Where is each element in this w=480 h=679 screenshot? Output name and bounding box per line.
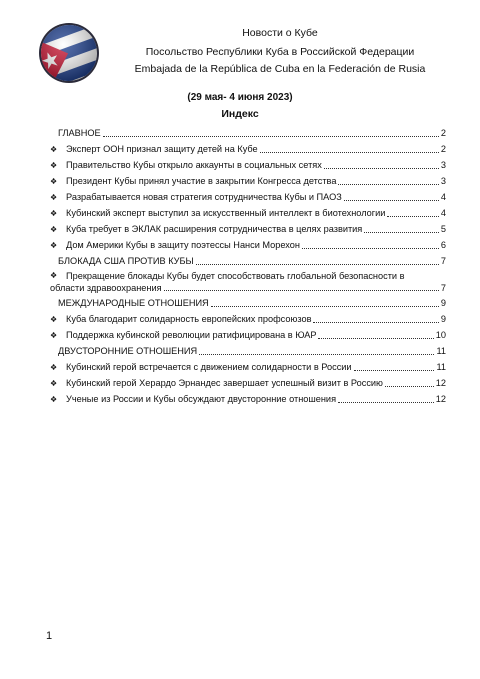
diamond-bullet-icon: ❖ (50, 271, 58, 280)
toc-section-label: ДВУСТОРОННИЕ ОТНОШЕНИЯ (58, 346, 198, 356)
toc-dot-leader (211, 306, 439, 307)
toc-entry-line (50, 282, 446, 294)
toc-page-number: 3 (440, 160, 446, 170)
header-embassy-es: Embajada de la República de Cuba en la Federación de Rusia (134, 63, 426, 75)
toc-page-number: 7 (440, 256, 446, 266)
toc-page-number: 4 (440, 192, 446, 202)
toc-dot-leader (260, 152, 439, 153)
toc-dot-leader (199, 354, 434, 355)
toc-dot-leader (164, 290, 439, 291)
toc-entry-label: Поддержка кубинской революции ратифицирована в ЮАР (66, 330, 317, 340)
toc-section-label: ГЛАВНОЕ (58, 128, 101, 138)
toc-entry[interactable] (50, 374, 446, 390)
toc-entry[interactable] (50, 140, 446, 156)
toc-entry[interactable] (50, 358, 446, 374)
toc-dot-leader (302, 248, 439, 249)
toc-entry-label: Разрабатывается новая стратегия сотрудничества Кубы и ПАОЗ (66, 192, 342, 202)
toc-entry-label: Ученые из России и Кубы обсуждают двусторонние отношения (66, 394, 337, 404)
toc-entry-label: Кубинский герой Херардо Эрнандес завершает успешный визит в Россию (66, 378, 383, 388)
diamond-bullet-icon: ❖ (50, 315, 58, 324)
toc-entry-label: Куба требует в ЭКЛАК расширения сотрудничества в целях развития (66, 224, 363, 234)
toc-entry[interactable] (50, 220, 446, 236)
toc-entry[interactable] (50, 390, 446, 406)
toc-entry-label-continued: области здравоохранения (50, 283, 162, 293)
toc-section[interactable] (50, 124, 446, 140)
toc-page-number: 12 (435, 394, 446, 404)
toc-section[interactable] (50, 294, 446, 310)
toc-entry[interactable] (50, 236, 446, 252)
index-heading: Индекс (221, 108, 259, 120)
toc-dot-leader (364, 232, 439, 233)
toc-section[interactable] (50, 342, 446, 358)
toc-entry[interactable] (50, 188, 446, 204)
toc-section-label: БЛОКАДА США ПРОТИВ КУБЫ (58, 256, 194, 266)
toc-page-number: 2 (440, 144, 446, 154)
toc-page-number: 4 (440, 208, 446, 218)
toc-dot-leader (103, 136, 439, 137)
toc-page-number: 12 (435, 378, 446, 388)
cuban-flag-logo (38, 22, 100, 84)
diamond-bullet-icon: ❖ (50, 225, 58, 234)
toc-dot-leader (318, 338, 433, 339)
toc-section-label: МЕЖДУНАРОДНЫЕ ОТНОШЕНИЯ (58, 298, 209, 308)
toc-page-number: 11 (436, 346, 446, 356)
toc-entry-label: Президент Кубы принял участие в закрытии Конгресса детства (66, 176, 337, 186)
toc-section[interactable] (50, 252, 446, 268)
toc-dot-leader (354, 370, 435, 371)
toc-entry-label: Кубинский эксперт выступил за искусственный интеллект в биотехнологии (66, 208, 386, 218)
toc-entry-label: Дом Америки Кубы в защиту поэтессы Нанси Морехон (66, 240, 300, 250)
toc-dot-leader (344, 200, 439, 201)
date-range: (29 мая- 4 июня 2023) (187, 92, 293, 103)
toc-dot-leader (324, 168, 439, 169)
toc-dot-leader (338, 184, 438, 185)
toc-dot-leader (196, 264, 439, 265)
page-number: 1 (46, 630, 53, 642)
toc-page-number: 5 (440, 224, 446, 234)
diamond-bullet-icon: ❖ (50, 363, 58, 372)
diamond-bullet-icon: ❖ (50, 145, 58, 154)
header-title: Новости о Кубе (242, 27, 318, 39)
diamond-bullet-icon: ❖ (50, 379, 58, 388)
toc-entry[interactable] (50, 326, 446, 342)
toc-page-number: 6 (440, 240, 446, 250)
toc-entry[interactable] (50, 204, 446, 220)
toc-entry-label: Эксперт ООН признал защиту детей на Кубе (66, 144, 258, 154)
toc-entry[interactable] (50, 172, 446, 188)
toc-entry-line (50, 270, 446, 282)
toc-entry[interactable] (50, 156, 446, 172)
toc-entry-label: Правительство Кубы открыло аккаунты в социальных сетях (66, 160, 322, 170)
diamond-bullet-icon: ❖ (50, 161, 58, 170)
toc-entry-label: Прекращение блокады Кубы будет способствовать глобальной безопасности в (66, 271, 405, 281)
toc-dot-leader (385, 386, 434, 387)
toc-page-number: 7 (440, 283, 446, 293)
diamond-bullet-icon: ❖ (50, 395, 58, 404)
toc-entry[interactable] (50, 310, 446, 326)
toc-page-number: 11 (436, 362, 446, 372)
toc-page-number: 9 (440, 298, 446, 308)
toc-page-number: 3 (440, 176, 446, 186)
toc-entry-label: Куба благодарит солидарность европейских профсоюзов (66, 314, 312, 324)
toc-dot-leader (313, 322, 438, 323)
diamond-bullet-icon: ❖ (50, 331, 58, 340)
header-embassy-ru: Посольство Республики Куба в Российской Федерации (145, 46, 415, 58)
toc-entry[interactable] (50, 270, 446, 294)
diamond-bullet-icon: ❖ (50, 177, 58, 186)
toc-page-number: 9 (440, 314, 446, 324)
toc-dot-leader (338, 402, 434, 403)
diamond-bullet-icon: ❖ (50, 209, 58, 218)
diamond-bullet-icon: ❖ (50, 193, 58, 202)
toc-page-number: 2 (440, 128, 446, 138)
toc-page-number: 10 (435, 330, 446, 340)
toc-entry-label: Кубинский герой встречается с движением солидарности в России (66, 362, 352, 372)
toc-dot-leader (387, 216, 438, 217)
diamond-bullet-icon: ❖ (50, 241, 58, 250)
table-of-contents (50, 124, 446, 406)
